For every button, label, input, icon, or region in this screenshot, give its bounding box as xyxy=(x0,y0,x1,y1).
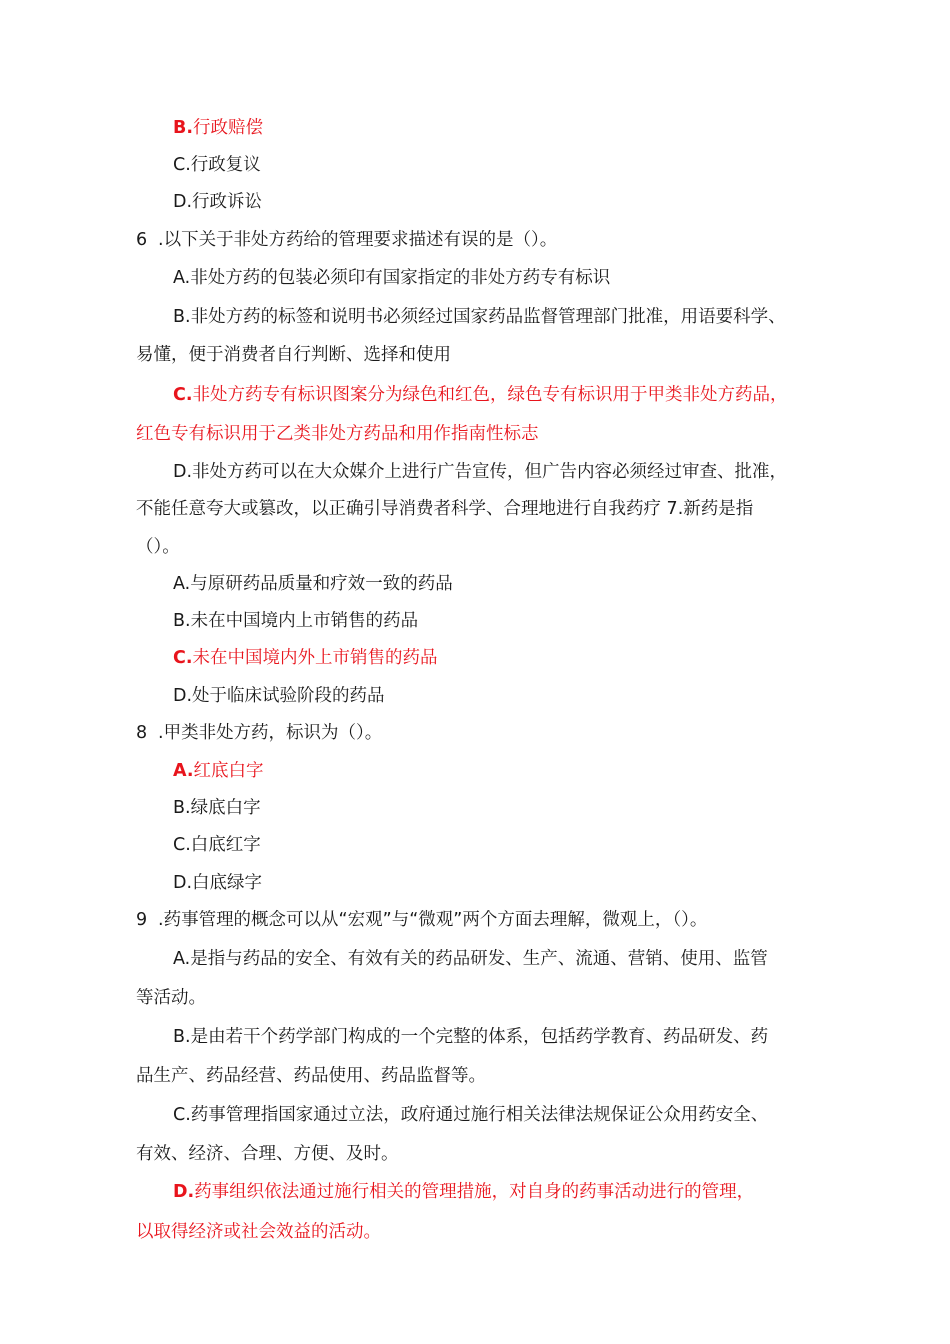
q9-option-a-cont: 等活动。 xyxy=(136,988,206,1008)
option-b-answer: B.行政赔偿 xyxy=(173,118,263,138)
q6-option-c-answer-cont: 红色专有标识用于乙类非处方药品和用作指南性标志 xyxy=(136,424,539,444)
question-7-tail: （）。 xyxy=(136,537,180,557)
q9-option-a: A.是指与药品的安全、有效有关的药品研发、生产、流通、营销、使用、监管 xyxy=(173,949,768,969)
q9-option-d-answer-cont: 以取得经济或社会效益的活动。 xyxy=(136,1222,381,1242)
question-6: 6 .以下关于非处方药给的管理要求描述有误的是（）。 xyxy=(136,230,558,250)
q7-option-b: B.未在中国境内上市销售的药品 xyxy=(173,611,419,631)
option-d: D.行政诉讼 xyxy=(173,192,263,212)
q8-option-a-answer: A.红底白字 xyxy=(173,761,264,781)
q8-option-d: D.白底绿字 xyxy=(173,873,263,893)
option-c: C.行政复议 xyxy=(173,155,261,175)
q6-option-b: B.非处方药的标签和说明书必须经过国家药品监督管理部门批准，用语要科学、 xyxy=(173,307,786,327)
q7-option-d: D.处于临床试验阶段的药品 xyxy=(173,686,385,706)
q9-option-b: B.是由若干个药学部门构成的一个完整的体系，包括药学教育、药品研发、药 xyxy=(173,1027,769,1047)
q6-option-c-answer: C.非处方药专有标识图案分为绿色和红色，绿色专有标识用于甲类非处方药品， xyxy=(173,385,788,405)
q9-option-c: C.药事管理指国家通过立法，政府通过施行相关法律法规保证公众用药安全、 xyxy=(173,1105,769,1125)
q6-option-a: A.非处方药的包装必须印有国家指定的非处方药专有标识 xyxy=(173,268,611,288)
q9-option-d-answer: D.药事组织依法通过施行相关的管理措施，对自身的药事活动进行的管理， xyxy=(173,1182,755,1202)
question-9: 9 .药事管理的概念可以从“宏观”与“微观”两个方面去理解，微观上，（）。 xyxy=(136,910,708,930)
q8-option-b: B.绿底白字 xyxy=(173,798,261,818)
q6-option-d-cont: 不能任意夸大或篡改，以正确引导消费者科学、合理地进行自我药疗 7.新药是指 xyxy=(136,499,754,519)
q7-option-c-answer: C.未在中国境内外上市销售的药品 xyxy=(173,648,438,668)
q7-option-a: A.与原研药品质量和疗效一致的药品 xyxy=(173,574,453,594)
q9-option-c-cont: 有效、经济、合理、方便、及时。 xyxy=(136,1144,399,1164)
q6-option-b-cont: 易懂，便于消费者自行判断、选择和使用 xyxy=(136,345,451,365)
q6-option-d: D.非处方药可以在大众媒介上进行广告宣传，但广告内容必须经过审查、批准， xyxy=(173,462,788,482)
q8-option-c: C.白底红字 xyxy=(173,835,261,855)
q9-option-b-cont: 品生产、药品经营、药品使用、药品监督等。 xyxy=(136,1066,486,1086)
question-8: 8 .甲类非处方药，标识为（）。 xyxy=(136,723,383,743)
